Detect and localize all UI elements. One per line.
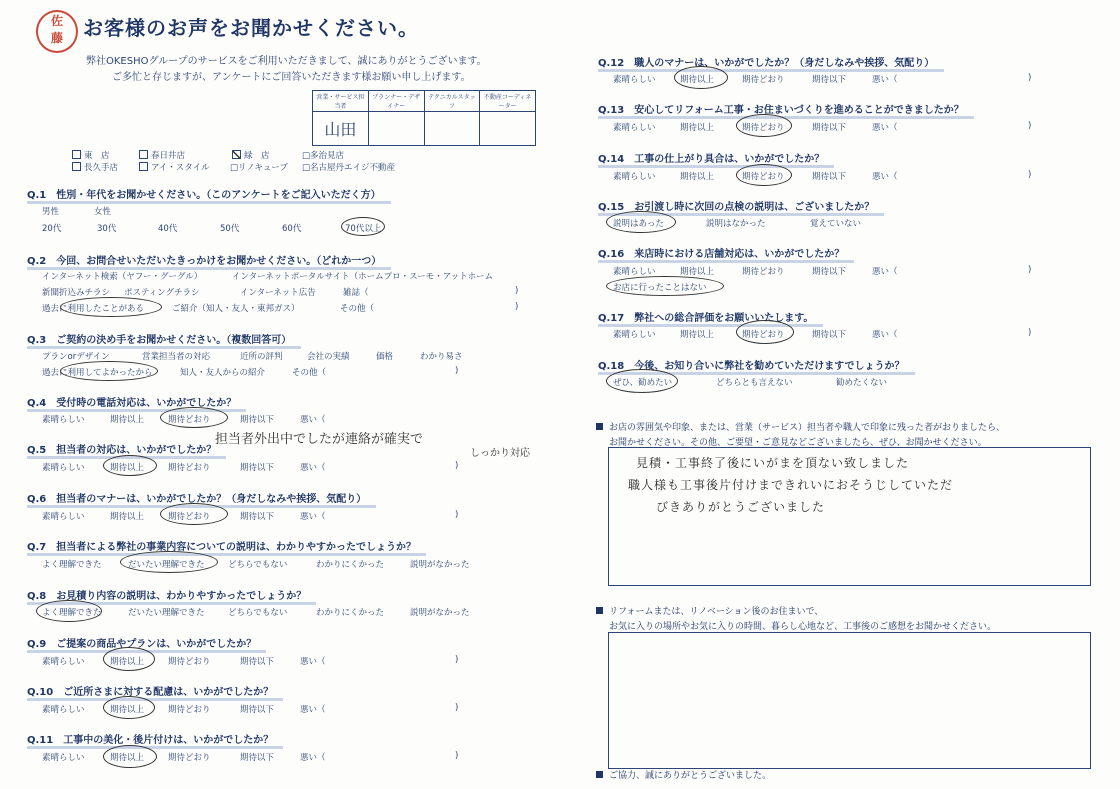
q11-option-below[interactable]: 期待以下 bbox=[240, 753, 275, 763]
q11-option-above[interactable]: 期待以上 bbox=[110, 753, 145, 763]
store-option-realestate[interactable]: □名古屋丹エイジ不動産 bbox=[302, 163, 396, 173]
store-label: 春日井店 bbox=[151, 151, 186, 161]
q9-option-bad[interactable]: 悪い（ bbox=[300, 657, 326, 667]
question-7: Q.7 担当者による弊社の事業内容についての説明は、わかりやすかったでしょうか？ bbox=[27, 538, 416, 553]
q4-option-as-expected[interactable]: 期待どおり bbox=[168, 415, 211, 425]
q4-handwritten-note-1: 担当者外出中でしたが連絡が確実で bbox=[215, 432, 424, 447]
question-9: Q.9 ご提案の商品やプランは、いかがでしたか？ bbox=[27, 635, 256, 650]
question-11: Q.11 工事中の美化・後片付けは、いかがでしたか？ bbox=[27, 731, 273, 746]
q17-selection-circle bbox=[736, 320, 794, 344]
q3-option-other[interactable]: その他（ bbox=[292, 368, 327, 378]
question-6: Q.6 担当者のマナーは、いかがでしたか？（身だしなみや挨拶、気配り） bbox=[27, 490, 366, 505]
q18-option-neither[interactable]: どちらとも言えない bbox=[716, 378, 793, 388]
q2-option-referral[interactable]: ご紹介（知人・友人・東邦ガス） bbox=[172, 304, 300, 314]
question-12: Q.12 職人のマナーは、いかがでしたか？（身だしなみや挨拶、気配り） bbox=[598, 54, 934, 69]
q8-option-neither[interactable]: どちらでもない bbox=[228, 608, 288, 618]
q10-selection-circle bbox=[103, 696, 155, 719]
staff-realestate-cell[interactable] bbox=[480, 112, 536, 146]
q18-option-recommend[interactable]: ぜひ、勧めたい bbox=[613, 378, 673, 388]
q6-option-excellent[interactable]: 素晴らしい bbox=[42, 512, 85, 522]
section1-line-1 bbox=[596, 420, 1005, 433]
q15-option-dont-remember[interactable]: 覚えていない bbox=[810, 219, 862, 229]
q4-option-above[interactable]: 期待以上 bbox=[110, 415, 145, 425]
q2-option-other[interactable]: その他（ bbox=[340, 304, 375, 314]
q5-selection-circle bbox=[103, 455, 157, 476]
section2-line-1 bbox=[596, 604, 823, 617]
square-bullet-icon bbox=[596, 607, 603, 614]
q8-option-mostly[interactable]: だいたい理解できた bbox=[128, 608, 205, 618]
q13-option-bad[interactable]: 悪い（ bbox=[872, 123, 898, 133]
store-option-kasugai[interactable] bbox=[139, 149, 185, 161]
q16-option-below[interactable]: 期待以下 bbox=[812, 267, 847, 277]
q6-bad-close: ) bbox=[455, 510, 459, 520]
section2-line-2: お気に入りの場所やお気に入りの時間、暮らし心地など、工事後のご感想をお聞かせください。 bbox=[609, 622, 997, 632]
q9-selection-circle bbox=[103, 647, 155, 671]
q11-option-as-expected[interactable]: 期待どおり bbox=[168, 753, 211, 763]
q16-option-above[interactable]: 期待以上 bbox=[680, 267, 715, 277]
q11-selection-circle bbox=[103, 745, 157, 768]
checkbox-icon bbox=[72, 162, 81, 171]
q6-option-as-expected[interactable]: 期待どおり bbox=[168, 512, 211, 522]
handwritten-comment-3: びきありがとうございました bbox=[656, 500, 826, 514]
q10-option-above[interactable]: 期待以上 bbox=[110, 705, 145, 715]
q8-selection-circle bbox=[36, 600, 102, 622]
store-label: 緑 店 bbox=[244, 151, 270, 161]
q10-option-excellent[interactable]: 素晴らしい bbox=[42, 705, 85, 715]
store-option-renocube[interactable]: □リノキューブ bbox=[230, 163, 288, 173]
store-option-tajimi[interactable]: □多治見店 bbox=[302, 151, 345, 161]
q7-option-mostly[interactable]: だいたい理解できた bbox=[128, 560, 205, 570]
q2-option-past-use[interactable]: 過去に利用したことがある bbox=[42, 304, 145, 314]
q7-selection-circle bbox=[120, 551, 218, 573]
q17-bad-close: ) bbox=[1028, 328, 1032, 338]
question-15: Q.15 お引渡し時に次回の点検の説明は、ございましたか？ bbox=[598, 198, 874, 213]
q10-option-as-expected[interactable]: 期待どおり bbox=[168, 705, 211, 715]
section1-text-1: お店の雰囲気や印象、または、営業（サービス）担当者や職人で印象に残った者がおりましたら、 bbox=[609, 423, 1006, 433]
q16-option-bad[interactable]: 悪い（ bbox=[872, 267, 898, 277]
q9-option-above[interactable]: 期待以上 bbox=[110, 657, 145, 667]
q5-option-below[interactable]: 期待以下 bbox=[240, 463, 275, 473]
intro-line-2: ご多忙と存じますが、アンケートにご回答いただきます様お願い申し上げます。 bbox=[112, 72, 471, 83]
square-bullet-icon bbox=[596, 771, 603, 778]
handwritten-comment-2: 職人様も工事後片付けまできれいにおそうじしていただ bbox=[628, 478, 954, 492]
q9-option-as-expected[interactable]: 期待どおり bbox=[168, 657, 211, 667]
q13-bad-close: ) bbox=[1028, 121, 1032, 131]
q12-option-excellent[interactable]: 素晴らしい bbox=[613, 75, 656, 85]
q5-option-bad[interactable]: 悪い（ bbox=[300, 463, 326, 473]
q16-option-excellent[interactable]: 素晴らしい bbox=[613, 267, 656, 277]
q7-option-none[interactable]: 説明がなかった bbox=[410, 560, 470, 570]
seal-text: 佐藤 bbox=[50, 14, 63, 45]
q17-option-above[interactable]: 期待以上 bbox=[680, 330, 715, 340]
q18-option-not-recommend[interactable]: 勧めたくない bbox=[836, 378, 888, 388]
q7-option-well[interactable]: よく理解できた bbox=[42, 560, 102, 570]
q3-option-friend[interactable]: 知人・友人からの紹介 bbox=[180, 368, 266, 378]
q14-selection-circle bbox=[736, 164, 792, 186]
q13-option-above[interactable]: 期待以上 bbox=[680, 123, 715, 133]
q1-selection-circle bbox=[341, 217, 385, 236]
q7-option-unclear[interactable]: わかりにくかった bbox=[316, 560, 385, 570]
q3-selection-circle bbox=[60, 361, 158, 381]
q14-option-above[interactable]: 期待以上 bbox=[680, 172, 715, 182]
checkbox-icon bbox=[139, 150, 148, 159]
q1-option-50s[interactable]: 50代 bbox=[220, 224, 240, 234]
q2-option-web-ad[interactable]: インターネット広告 bbox=[240, 288, 316, 298]
q11-option-bad[interactable]: 悪い（ bbox=[300, 753, 326, 763]
question-13: Q.13 安心してリフォーム工事・お住まいづくりを進めることができましたか？ bbox=[598, 101, 964, 116]
q5-bad-close: ) bbox=[455, 461, 459, 471]
q2-option-flyer[interactable]: 新聞折込みチラシ bbox=[42, 288, 111, 298]
q1-option-60s[interactable]: 60代 bbox=[282, 224, 302, 234]
store-label: 東 店 bbox=[84, 151, 110, 161]
q3-option-clarity[interactable]: わかり易さ bbox=[420, 352, 463, 362]
q3-option-past-good[interactable]: 過去に利用してよかったから bbox=[42, 368, 153, 378]
q10-option-below[interactable]: 期待以下 bbox=[240, 705, 275, 715]
store-option-midori[interactable] bbox=[232, 149, 270, 161]
q18-selection-circle bbox=[606, 369, 678, 393]
footer-thanks bbox=[596, 768, 771, 781]
q17-option-as-expected[interactable]: 期待どおり bbox=[742, 330, 785, 340]
checked-checkbox-icon bbox=[232, 150, 241, 159]
q16-bad-close: ) bbox=[1028, 265, 1032, 275]
store-label: アイ・スタイル bbox=[151, 163, 210, 173]
q13-option-as-expected[interactable]: 期待どおり bbox=[742, 123, 785, 133]
staff-table bbox=[312, 90, 536, 146]
q4-selection-circle bbox=[160, 407, 228, 428]
q12-bad-close: ) bbox=[1028, 73, 1032, 83]
q2-option-portal[interactable]: インターネットポータルサイト（ホームプロ・スーモ・アットホーム bbox=[232, 272, 494, 282]
question-3: Q.3 ご契約の決め手をお聞かせください。（複数回答可） bbox=[27, 331, 291, 346]
question-14: Q.14 工事の仕上がり具合は、いかがでしたか？ bbox=[598, 150, 824, 165]
q12-option-below[interactable]: 期待以下 bbox=[812, 75, 847, 85]
question-17: Q.17 弊社への総合評価をお願いいたします。 bbox=[598, 309, 813, 324]
staff-col-planner: プランナー・デザイナー bbox=[368, 91, 424, 112]
q1-option-20s[interactable]: 20代 bbox=[42, 224, 62, 234]
checkbox-icon bbox=[139, 162, 148, 171]
q9-option-below[interactable]: 期待以下 bbox=[240, 657, 275, 667]
q2-selection-circle bbox=[60, 297, 162, 317]
staff-sales-name[interactable]: 山田 bbox=[313, 112, 369, 146]
q8-option-well[interactable]: よく理解できた bbox=[42, 608, 102, 618]
q12-option-as-expected[interactable]: 期待どおり bbox=[742, 75, 785, 85]
q15-option-not-explained[interactable]: 説明はなかった bbox=[706, 219, 766, 229]
question-10: Q.10 ご近所さまに対する配慮は、いかがでしたか？ bbox=[27, 683, 273, 698]
q14-bad-close: ) bbox=[1028, 170, 1032, 180]
store-option-istyle[interactable] bbox=[139, 161, 210, 173]
q8-option-unclear[interactable]: わかりにくかった bbox=[316, 608, 385, 618]
q1-option-70s[interactable]: 70代以上 bbox=[345, 224, 382, 234]
q14-option-bad[interactable]: 悪い（ bbox=[872, 172, 898, 182]
q17-option-excellent[interactable]: 素晴らしい bbox=[613, 330, 656, 340]
q12-option-bad[interactable]: 悪い（ bbox=[872, 75, 898, 85]
q2-option-posting[interactable]: ポスティングチラシ bbox=[124, 288, 200, 298]
store-option-higashi[interactable] bbox=[72, 149, 110, 161]
store-label: 長久手店 bbox=[84, 163, 119, 173]
q6-option-below[interactable]: 期待以下 bbox=[240, 512, 275, 522]
intro-line-1: 弊社OKESHOグループのサービスをご利用いただきまして、誠にありがとうございます。 bbox=[86, 56, 487, 67]
q3-option-track-record[interactable]: 会社の実績 bbox=[307, 352, 350, 362]
q3-option-price[interactable]: 価格 bbox=[376, 352, 394, 362]
staff-col-sales: 営業・サービス担当者 bbox=[313, 91, 369, 112]
company-seal-logo bbox=[36, 10, 78, 53]
question-1: Q.1 性別・年代をお聞かせください。（このアンケートをご記入いただく方） bbox=[27, 186, 381, 201]
handwritten-comment-1: 見積・工事終了後にいがまを頂ない致しました bbox=[636, 456, 910, 470]
q3-other-close: ) bbox=[455, 366, 459, 376]
staff-technical-cell[interactable] bbox=[424, 112, 480, 146]
q12-option-above[interactable]: 期待以上 bbox=[680, 75, 715, 85]
comment-box-2[interactable] bbox=[608, 632, 1091, 769]
question-16: Q.16 来店時における店舗対応は、いかがでしたか？ bbox=[598, 245, 844, 260]
question-18: Q.18 今後、お知り合いに弊社を勧めていただけますでしょうか？ bbox=[598, 357, 905, 372]
q9-bad-close: ) bbox=[455, 655, 459, 665]
q5-option-excellent[interactable]: 素晴らしい bbox=[42, 463, 85, 473]
q13-option-excellent[interactable]: 素晴らしい bbox=[613, 123, 656, 133]
q4-option-below[interactable]: 期待以下 bbox=[240, 415, 275, 425]
q14-option-excellent[interactable]: 素晴らしい bbox=[613, 172, 656, 182]
q1-option-40s[interactable]: 40代 bbox=[158, 224, 178, 234]
q11-option-excellent[interactable]: 素晴らしい bbox=[42, 753, 85, 763]
staff-col-realestate: 不動産コーディネーター bbox=[480, 91, 536, 112]
q17-option-bad[interactable]: 悪い（ bbox=[872, 330, 898, 340]
q6-selection-circle bbox=[160, 503, 228, 525]
square-bullet-icon bbox=[596, 423, 603, 430]
q2-magazine-close: ) bbox=[515, 286, 519, 296]
q11-bad-close: ) bbox=[455, 751, 459, 761]
q4-option-bad[interactable]: 悪い（ bbox=[300, 415, 326, 425]
staff-planner-cell[interactable] bbox=[368, 112, 424, 146]
q9-option-excellent[interactable]: 素晴らしい bbox=[42, 657, 85, 667]
page-title: お客様のお声をお聞かせください。 bbox=[83, 16, 419, 40]
q10-option-bad[interactable]: 悪い（ bbox=[300, 705, 326, 715]
q15-selection-circle bbox=[606, 211, 676, 233]
question-5: Q.5 担当者の対応は、いかがでしたか？ bbox=[27, 441, 216, 456]
store-option-nagakute[interactable] bbox=[72, 161, 118, 173]
q16-option-never-visited[interactable]: お店に行ったことはない bbox=[613, 283, 707, 293]
checkbox-icon bbox=[72, 150, 81, 159]
q5-option-above[interactable]: 期待以上 bbox=[110, 463, 145, 473]
q6-option-bad[interactable]: 悪い（ bbox=[300, 512, 326, 522]
q7-option-neither[interactable]: どちらでもない bbox=[228, 560, 288, 570]
q14-option-as-expected[interactable]: 期待どおり bbox=[742, 172, 785, 182]
q14-option-below[interactable]: 期待以下 bbox=[812, 172, 847, 182]
q8-option-none[interactable]: 説明がなかった bbox=[410, 608, 470, 618]
q13-option-below[interactable]: 期待以下 bbox=[812, 123, 847, 133]
q16-selection-circle bbox=[606, 276, 724, 296]
question-8: Q.8 お見積り内容の説明は、わかりやすかったでしょうか？ bbox=[27, 587, 306, 602]
q6-option-above[interactable]: 期待以上 bbox=[110, 512, 145, 522]
question-4: Q.4 受付時の電話対応は、いかがでしたか？ bbox=[27, 394, 236, 409]
q17-option-below[interactable]: 期待以下 bbox=[812, 330, 847, 340]
staff-col-technical: テクニカルスタッフ bbox=[424, 91, 480, 112]
section2-text-1: リフォームまたは、リノベーション後のお住まいで、 bbox=[609, 607, 824, 617]
q2-option-search[interactable]: インターネット検索（ヤフー・グーグル） bbox=[42, 272, 203, 282]
q1-option-30s[interactable]: 30代 bbox=[97, 224, 117, 234]
q1-option-female[interactable]: 女性 bbox=[94, 207, 112, 217]
q4-handwritten-note-2: しっかり対応 bbox=[470, 448, 530, 459]
q3-option-reputation[interactable]: 近所の評判 bbox=[240, 352, 283, 362]
q2-option-magazine[interactable]: 雑誌（ bbox=[343, 288, 369, 298]
q3-option-plan[interactable]: プランorデザイン bbox=[42, 352, 110, 362]
q12-selection-circle bbox=[674, 66, 728, 89]
footer-thanks-text: ご協力、誠にありがとうございました。 bbox=[609, 771, 772, 781]
q13-selection-circle bbox=[736, 114, 792, 137]
question-2: Q.2 今回、お問合せいただいたきっかけをお聞かせください。（どれか一つ） bbox=[27, 252, 381, 267]
q1-option-male[interactable]: 男性 bbox=[42, 207, 60, 217]
q15-option-explained[interactable]: 説明はあった bbox=[613, 219, 664, 229]
q3-option-sales-staff[interactable]: 営業担当者の対応 bbox=[142, 352, 211, 362]
q5-option-as-expected[interactable]: 期待どおり bbox=[168, 463, 211, 473]
q10-bad-close: ) bbox=[455, 703, 459, 713]
section1-line-2: お聞かせください。その他、ご要望・ご意見などございましたら、ぜひ、お聞かせください。 bbox=[609, 438, 987, 448]
q2-other-close: ) bbox=[515, 302, 519, 312]
q4-option-excellent[interactable]: 素晴らしい bbox=[42, 415, 85, 425]
q16-option-as-expected[interactable]: 期待どおり bbox=[742, 267, 785, 277]
